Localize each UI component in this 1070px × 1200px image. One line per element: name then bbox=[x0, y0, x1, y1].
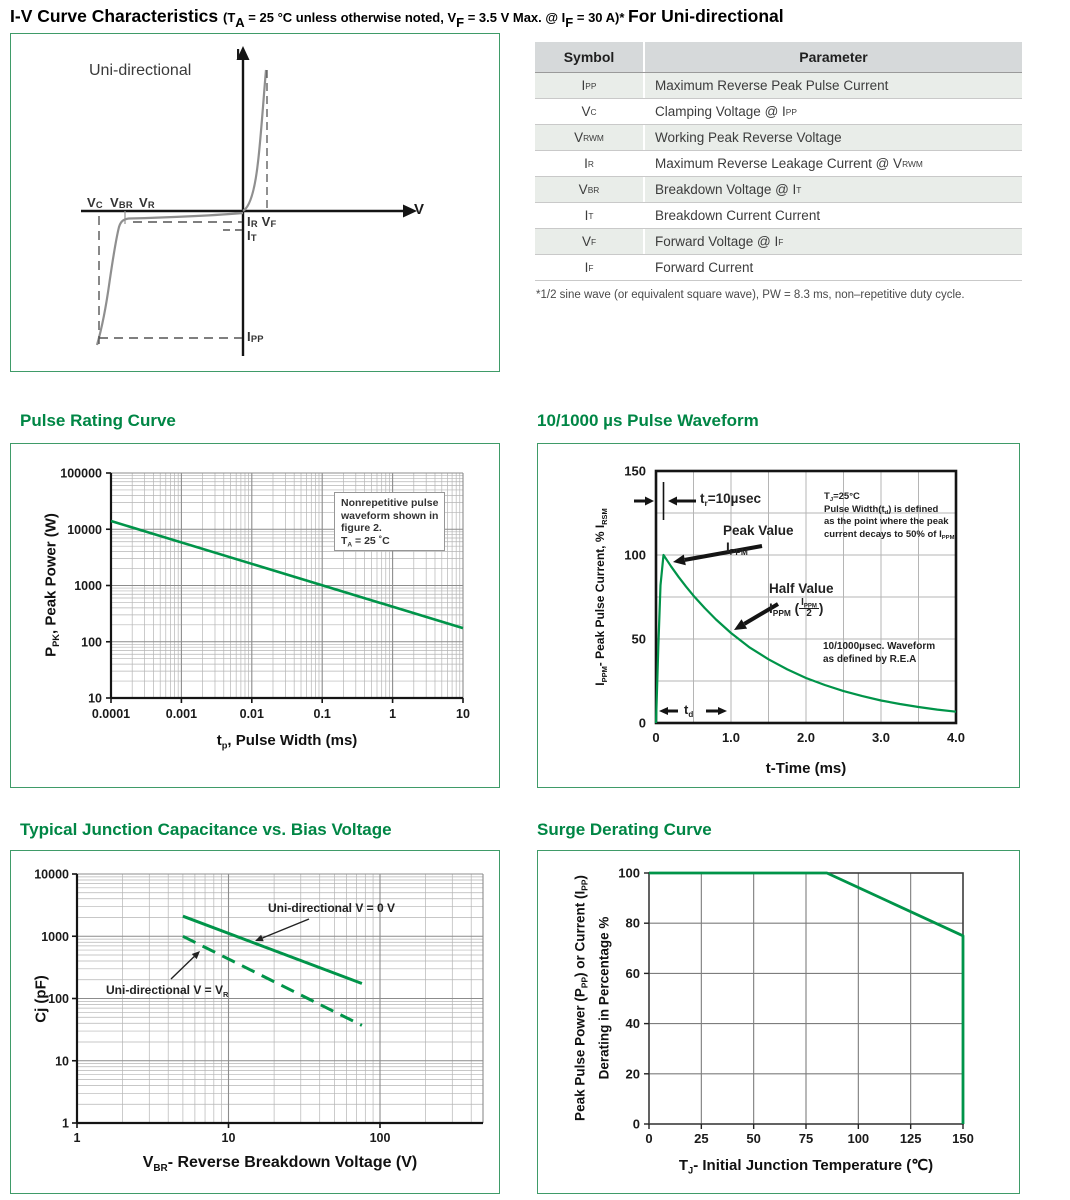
table-header-row bbox=[535, 42, 1022, 73]
svg-text:4.0: 4.0 bbox=[946, 730, 966, 745]
svg-text:75: 75 bbox=[798, 1131, 814, 1146]
pulse-rating-xlabel: $t_p$, Pulse Width (ms) bbox=[216, 732, 358, 751]
svg-text:0.01: 0.01 bbox=[239, 707, 264, 721]
svg-text:20: 20 bbox=[625, 1066, 640, 1082]
iv-vbr-label: $V_{BR}$ bbox=[110, 195, 133, 211]
surge-xlabel: $T_J-$ Initial Junction Temperature (℃) bbox=[678, 1157, 934, 1176]
pulse-rating-heading: Pulse Rating Curve bbox=[20, 411, 176, 430]
svg-text:125: 125 bbox=[899, 1131, 922, 1146]
surge-panel bbox=[537, 850, 1020, 1194]
surge-ylabel-line1: Peak Pulse Power $(P_{PP})$ or Current $(I_{PP})$ bbox=[572, 875, 590, 1121]
symbol-column-header: Symbol bbox=[535, 42, 645, 72]
surge-heading: Surge Derating Curve bbox=[537, 820, 712, 839]
svg-text:100: 100 bbox=[48, 992, 69, 1006]
pulse-waveform-heading: 10/1000 µs Pulse Waveform bbox=[537, 411, 759, 430]
symbol-cell: V RWM bbox=[535, 125, 645, 150]
parameter-cell: Breakdown Current Current bbox=[655, 208, 821, 223]
pulse-rating-ylabel: $P_{PK}$, Peak Power (W) bbox=[42, 513, 62, 657]
iv-it-label: $I_T$ bbox=[247, 228, 257, 244]
svg-text:10: 10 bbox=[88, 691, 102, 706]
table-body bbox=[535, 73, 1022, 281]
capacitance-panel bbox=[10, 850, 500, 1194]
table-row bbox=[535, 203, 1022, 229]
svg-text:1: 1 bbox=[62, 1116, 69, 1131]
svg-text:0.1: 0.1 bbox=[313, 707, 331, 721]
pulse-rating-note: Nonrepetitive pulse waveform shown in figure 2. $T_A = 25$ ˚C bbox=[334, 492, 445, 551]
svg-text:0: 0 bbox=[632, 1116, 640, 1132]
svg-text:100: 100 bbox=[369, 1131, 391, 1145]
pulse-waveform-ylabel: $I_{PPM}-$ Peak Pulse Current, % $I_{RSM}$ bbox=[593, 508, 609, 686]
iv-curve-diagram bbox=[11, 34, 499, 371]
svg-text:100: 100 bbox=[624, 547, 646, 563]
table-row bbox=[535, 73, 1022, 99]
capacitance-chart bbox=[11, 851, 499, 1193]
svg-text:80: 80 bbox=[625, 915, 640, 931]
svg-text:100: 100 bbox=[81, 635, 102, 650]
svg-text:0: 0 bbox=[645, 1131, 653, 1146]
table-row bbox=[535, 177, 1022, 203]
iv-ir-vf-label: $I_R$ $V_F$ bbox=[247, 214, 277, 230]
td-annotation: $t_d$ bbox=[684, 702, 694, 720]
parameter-cell: Maximum Reverse Leakage Current @ V RWM bbox=[655, 156, 923, 171]
iv-unidirectional-label: Uni-directional bbox=[89, 62, 192, 79]
table-row bbox=[535, 255, 1022, 281]
iv-current-axis-label: I bbox=[236, 46, 241, 63]
svg-text:25: 25 bbox=[694, 1131, 709, 1146]
table-footnote: *1/2 sine wave (or equivalent square wave), PW = 8.3 ms, non–repetitive duty cycle. bbox=[536, 289, 965, 301]
svg-text:150: 150 bbox=[624, 463, 646, 479]
svg-text:150: 150 bbox=[952, 1131, 974, 1146]
svg-text:1000: 1000 bbox=[41, 929, 69, 944]
iv-vr-label: $V_R$ bbox=[139, 195, 155, 211]
iv-ipp-label: $I_{PP}$ bbox=[247, 329, 264, 345]
parameter-cell: Forward Current bbox=[655, 260, 754, 275]
svg-text:100: 100 bbox=[847, 1131, 870, 1146]
parameter-cell: Clamping Voltage @ I PP bbox=[655, 104, 797, 119]
svg-text:3.0: 3.0 bbox=[871, 730, 891, 745]
svg-text:10: 10 bbox=[221, 1131, 236, 1145]
half-value-line2: $I_{PPM}$ ( $\frac{I_{PPM}}{2}$ ) bbox=[769, 596, 824, 620]
iv-vc-label: $V_C$ bbox=[87, 195, 103, 211]
svg-text:10: 10 bbox=[456, 707, 470, 721]
peak-value-annotation bbox=[723, 523, 794, 556]
svg-text:1: 1 bbox=[73, 1131, 81, 1145]
pulse-rating-panel bbox=[10, 443, 500, 788]
svg-text:1: 1 bbox=[389, 707, 397, 721]
iv-reverse-curve bbox=[97, 213, 243, 345]
symbol-cell: I PP bbox=[535, 73, 645, 98]
capacitance-series1-label: Uni-directional $V = V_R$ bbox=[106, 983, 229, 999]
parameter-cell: Working Peak Reverse Voltage bbox=[655, 130, 842, 145]
table-row bbox=[535, 151, 1022, 177]
rea-note: 10/1000µsec. Waveform as defined by R.E.A bbox=[823, 641, 936, 665]
half-value-line1: Half Value bbox=[769, 581, 834, 596]
parameter-cell: Maximum Reverse Peak Pulse Current bbox=[655, 78, 889, 93]
capacitance-ylabel: Cj (pF) bbox=[32, 975, 50, 1023]
svg-text:0: 0 bbox=[652, 730, 660, 745]
svg-text:10000: 10000 bbox=[67, 522, 102, 537]
svg-text:100: 100 bbox=[618, 865, 640, 881]
svg-text:0.001: 0.001 bbox=[165, 707, 198, 721]
parameter-table bbox=[535, 42, 1022, 281]
svg-text:2.0: 2.0 bbox=[796, 730, 816, 745]
capacitance-xlabel: $V_{BR}-$ Reverse Breakdown Voltage (V) bbox=[142, 1154, 418, 1174]
iv-forward-curve bbox=[243, 70, 266, 211]
iv-diagram-panel bbox=[10, 33, 500, 372]
svg-text:0: 0 bbox=[638, 715, 646, 731]
symbol-cell: I T bbox=[535, 203, 645, 228]
svg-text:40: 40 bbox=[625, 1016, 640, 1032]
pulse-waveform-xlabel: t-Time (ms) bbox=[765, 760, 847, 777]
table-row bbox=[535, 125, 1022, 151]
svg-text:10000: 10000 bbox=[34, 867, 69, 882]
capacitance-heading: Typical Junction Capacitance vs. Bias Voltage bbox=[20, 820, 392, 839]
svg-text:1000: 1000 bbox=[74, 579, 102, 593]
symbol-cell: V C bbox=[535, 99, 645, 124]
symbol-cell: I F bbox=[535, 255, 645, 280]
half-value-annotation bbox=[769, 581, 834, 620]
svg-text:60: 60 bbox=[625, 965, 640, 981]
capacitance-series0-label: Uni-directional V = 0 V bbox=[268, 901, 396, 915]
page-title: I-V Curve Characteristics ($T_A = 25$ °C unless otherwise noted, $V_F = 3.5$ V Max. @ $I_F = 30$ A)* For Uni-directional bbox=[10, 6, 784, 30]
svg-text:0.0001: 0.0001 bbox=[91, 707, 131, 721]
svg-text:100000: 100000 bbox=[60, 466, 102, 481]
surge-ylabel-line2: Derating in Percentage % bbox=[596, 916, 612, 1080]
parameter-cell: Forward Voltage @ I F bbox=[655, 234, 784, 249]
parameter-column-header: Parameter bbox=[799, 49, 868, 65]
table-row bbox=[535, 229, 1022, 255]
svg-text:1.0: 1.0 bbox=[721, 730, 741, 745]
symbol-cell: V F bbox=[535, 229, 645, 254]
peak-value-line2: $I_{PPM}$ bbox=[726, 539, 748, 557]
table-row bbox=[535, 99, 1022, 125]
peak-value-line1: Peak Value bbox=[723, 523, 794, 538]
svg-text:50: 50 bbox=[746, 1131, 761, 1146]
symbol-cell: I R bbox=[535, 151, 645, 176]
pulse-waveform-panel bbox=[537, 443, 1020, 788]
svg-text:50: 50 bbox=[631, 631, 646, 647]
parameter-cell: Breakdown Voltage @ I T bbox=[655, 182, 802, 197]
symbol-cell: V BR bbox=[535, 177, 645, 202]
tr-annotation: $t_r=10\mu\sec$ bbox=[700, 491, 761, 509]
iv-voltage-axis-label: V bbox=[414, 201, 425, 218]
tj-definition-note: $T_J=25^\circ C$ Pulse $Width(t_d)$ is defined as the point where the peak current decays to 50% of $I_{PPM}$ bbox=[824, 491, 955, 541]
svg-text:10: 10 bbox=[55, 1054, 69, 1069]
